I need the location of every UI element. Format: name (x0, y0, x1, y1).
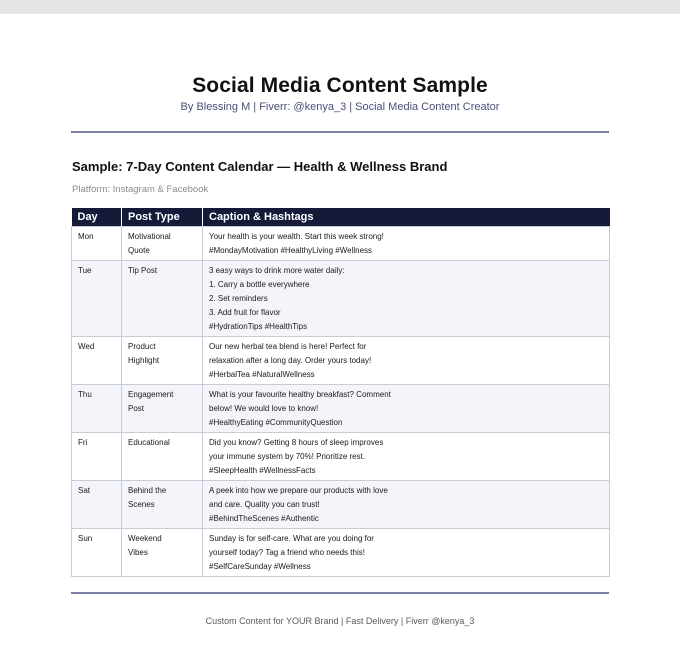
post-type-line: Motivational (128, 232, 171, 241)
page-footer: Custom Content for YOUR Brand | Fast Delivery | Fiverr @kenya_3 (205, 616, 475, 626)
post-type-cell (122, 481, 203, 529)
post-type-cell (122, 227, 203, 261)
post-type-line: Tip Post (128, 266, 158, 275)
caption-cell (203, 529, 610, 577)
table-row (72, 385, 610, 433)
post-type-line: Scenes (128, 500, 155, 509)
post-type-line: Product (128, 342, 156, 351)
caption-line: and care. Quality you can trust! (209, 500, 320, 509)
caption-line: Did you know? Getting 8 hours of sleep improves (209, 438, 384, 447)
caption-line: 3. Add fruit for flavor (209, 308, 281, 317)
caption-cell (203, 261, 610, 337)
table-header-row (72, 208, 610, 227)
post-type-line: Weekend (128, 534, 162, 543)
table-row (72, 227, 610, 261)
bottom-divider (71, 592, 609, 594)
caption-line: your immune system by 70%! Prioritize rest. (209, 452, 366, 461)
hashtags-line: #SelfCareSunday #Wellness (209, 562, 311, 571)
caption-line: Sunday is for self-care. What are you doing for (209, 534, 374, 543)
day-cell: Thu (72, 385, 122, 433)
caption-line: 3 easy ways to drink more water daily: (209, 266, 345, 275)
table-row (72, 261, 610, 337)
hashtags-line: #BehindTheScenes #Authentic (209, 514, 319, 523)
caption-cell (203, 227, 610, 261)
post-type-cell (122, 433, 203, 481)
post-type-line: Engagement (128, 390, 174, 399)
viewer-top-bar (0, 0, 680, 14)
header-post-type: Post Type (122, 208, 203, 227)
post-type-cell (122, 529, 203, 577)
post-type-line: Highlight (128, 356, 160, 365)
caption-line: A peek into how we prepare our products with love (209, 486, 388, 495)
header-day: Day (72, 208, 122, 227)
day-cell: Wed (72, 337, 122, 385)
top-divider (71, 131, 609, 133)
hashtags-line: #HealthyEating #CommunityQuestion (209, 418, 343, 427)
page-title: Social Media Content Sample (192, 74, 488, 97)
hashtags-line: #SleepHealth #WellnessFacts (209, 466, 316, 475)
caption-line: 1. Carry a bottle everywhere (209, 280, 310, 289)
day-cell: Sun (72, 529, 122, 577)
day-cell: Fri (72, 433, 122, 481)
caption-line: 2. Set reminders (209, 294, 268, 303)
table-row (72, 433, 610, 481)
caption-line: What is your favourite healthy breakfast? Comment (209, 390, 391, 399)
post-type-line: Quote (128, 246, 150, 255)
caption-line: relaxation after a long day. Order yours today! (209, 356, 372, 365)
caption-line: below! We would love to know! (209, 404, 319, 413)
post-type-cell (122, 261, 203, 337)
post-type-line: Vibes (128, 548, 148, 557)
caption-cell (203, 433, 610, 481)
hashtags-line: #MondayMotivation #HealthyLiving #Wellness (209, 246, 373, 255)
section-title: Sample: 7-Day Content Calendar — Health & Wellness Brand (72, 159, 448, 174)
day-cell: Sat (72, 481, 122, 529)
day-cell: Tue (72, 261, 122, 337)
table-row (72, 337, 610, 385)
table-row (72, 481, 610, 529)
page-subtitle: By Blessing M | Fiverr: @kenya_3 | Social Media Content Creator (180, 101, 500, 113)
post-type-cell (122, 337, 203, 385)
header-caption: Caption & Hashtags (203, 208, 610, 227)
hashtags-line: #HydrationTips #HealthTips (209, 322, 308, 331)
post-type-line: Post (128, 404, 145, 413)
caption-cell (203, 385, 610, 433)
caption-cell (203, 337, 610, 385)
post-type-line: Behind the (128, 486, 167, 495)
content-calendar-table (71, 208, 610, 577)
platform-note: Platform: Instagram & Facebook (72, 184, 209, 195)
day-cell: Mon (72, 227, 122, 261)
caption-line: Our new herbal tea blend is here! Perfect for (209, 342, 367, 351)
hashtags-line: #HerbalTea #NaturalWellness (209, 370, 315, 379)
table-row (72, 529, 610, 577)
caption-cell (203, 481, 610, 529)
caption-line: Your health is your wealth. Start this week strong! (209, 232, 384, 241)
caption-line: yourself today? Tag a friend who needs this! (209, 548, 365, 557)
post-type-line: Educational (128, 438, 170, 447)
post-type-cell (122, 385, 203, 433)
